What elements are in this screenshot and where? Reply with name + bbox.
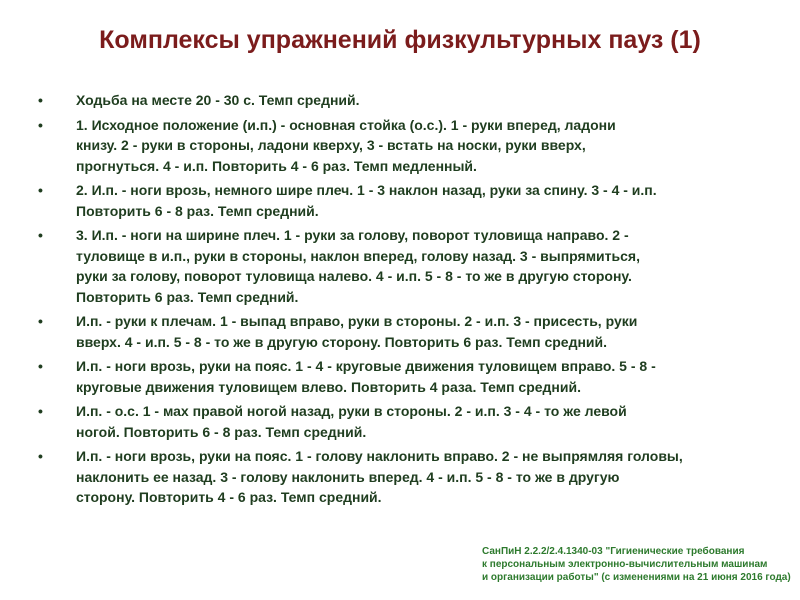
exercise-text-line: Повторить 6 раз. Темп средний. xyxy=(76,288,299,305)
exercise-item xyxy=(38,90,778,111)
exercise-text-line: книзу. 2 - руки в стороны, ладони кверху, 3 - встать на носки, руки вверх, xyxy=(76,137,586,153)
exercise-text-line: сторону. Повторить 4 - 6 раз. Темп средний. xyxy=(76,489,382,505)
exercise-text-line: Ходьба на месте 20 - 30 с. Темп средний. xyxy=(76,92,360,108)
reference-note xyxy=(482,545,791,584)
bullet-icon: • xyxy=(38,313,43,329)
exercise-text-line: прогнуться. 4 - и.п. Повторить 4 - 6 раз. Темп медленный. xyxy=(76,157,477,174)
bullet-icon: • xyxy=(38,182,43,198)
exercise-text-line: наклонить ее назад. 3 - голову наклонить вперед. 4 - и.п. 5 - 8 - то же в другую xyxy=(76,468,620,485)
bullet-icon: • xyxy=(38,227,43,243)
exercise-list xyxy=(38,90,778,512)
bullet-icon: • xyxy=(38,403,43,419)
exercise-text-line: руки за голову, поворот туловища налево. 4 - и.п. 5 - 8 - то же в другую сторону. xyxy=(76,268,632,284)
exercise-text-line: вверх. 4 - и.п. 5 - 8 - то же в другую сторону. Повторить 6 раз. Темп средний. xyxy=(76,333,608,350)
exercise-text-line: 1. Исходное положение (и.п.) - основная стойка (о.с.). 1 - руки вперед, ладони xyxy=(76,116,616,133)
reference-line: к персональным электронно-вычислительным машинам xyxy=(482,559,768,570)
exercise-text-line: 2. И.п. - ноги врозь, немного шире плеч. 1 - 3 наклон назад, руки за спину. 3 - 4 - и.п. xyxy=(76,182,657,198)
exercise-item xyxy=(38,311,778,352)
exercise-text-line: И.п. - ноги врозь, руки на пояс. 1 - голову наклонить вправо. 2 - не выпрямляя головы, xyxy=(76,448,683,464)
exercise-item xyxy=(38,446,778,508)
exercise-text-line: туловище в и.п., руки в стороны, наклон вперед, голову назад. 3 - выпрямиться, xyxy=(76,247,640,264)
exercise-text-line: И.п. - руки к плечам. 1 - выпад вправо, руки в стороны. 2 - и.п. 3 - присесть, руки xyxy=(76,313,638,329)
exercise-text-line: 3. И.п. - ноги на ширине плеч. 1 - руки за голову, поворот туловища направо. 2 - xyxy=(76,227,629,243)
exercise-text-line: И.п. - ноги врозь, руки на пояс. 1 - 4 - круговые движения туловищем вправо. 5 - 8 - xyxy=(76,358,656,374)
slide-title: Комплексы упражнений физкультурных пауз (1) xyxy=(99,26,701,54)
exercise-text-line: ногой. Повторить 6 - 8 раз. Темп средний. xyxy=(76,423,367,440)
exercise-item xyxy=(38,180,778,221)
bullet-icon: • xyxy=(38,448,43,464)
exercise-text-line: И.п. - о.с. 1 - мах правой ногой назад, руки в стороны. 2 - и.п. 3 - 4 - то же левой xyxy=(76,403,627,419)
exercise-text-line: Повторить 6 - 8 раз. Темп средний. xyxy=(76,202,319,219)
exercise-text-line: круговые движения туловищем влево. Повторить 4 раза. Темп средний. xyxy=(76,378,581,395)
bullet-icon: • xyxy=(38,358,43,374)
bullet-icon: • xyxy=(38,116,43,133)
bullet-icon: • xyxy=(38,92,43,108)
exercise-item xyxy=(38,401,778,442)
reference-line: и организации работы" (с изменениями на 21 июня 2016 года) xyxy=(482,572,791,583)
exercise-item xyxy=(38,356,778,397)
exercise-item xyxy=(38,115,778,177)
reference-line: СанПиН 2.2.2/2.4.1340-03 "Гигиенические требования xyxy=(482,546,745,557)
exercise-item xyxy=(38,225,778,307)
